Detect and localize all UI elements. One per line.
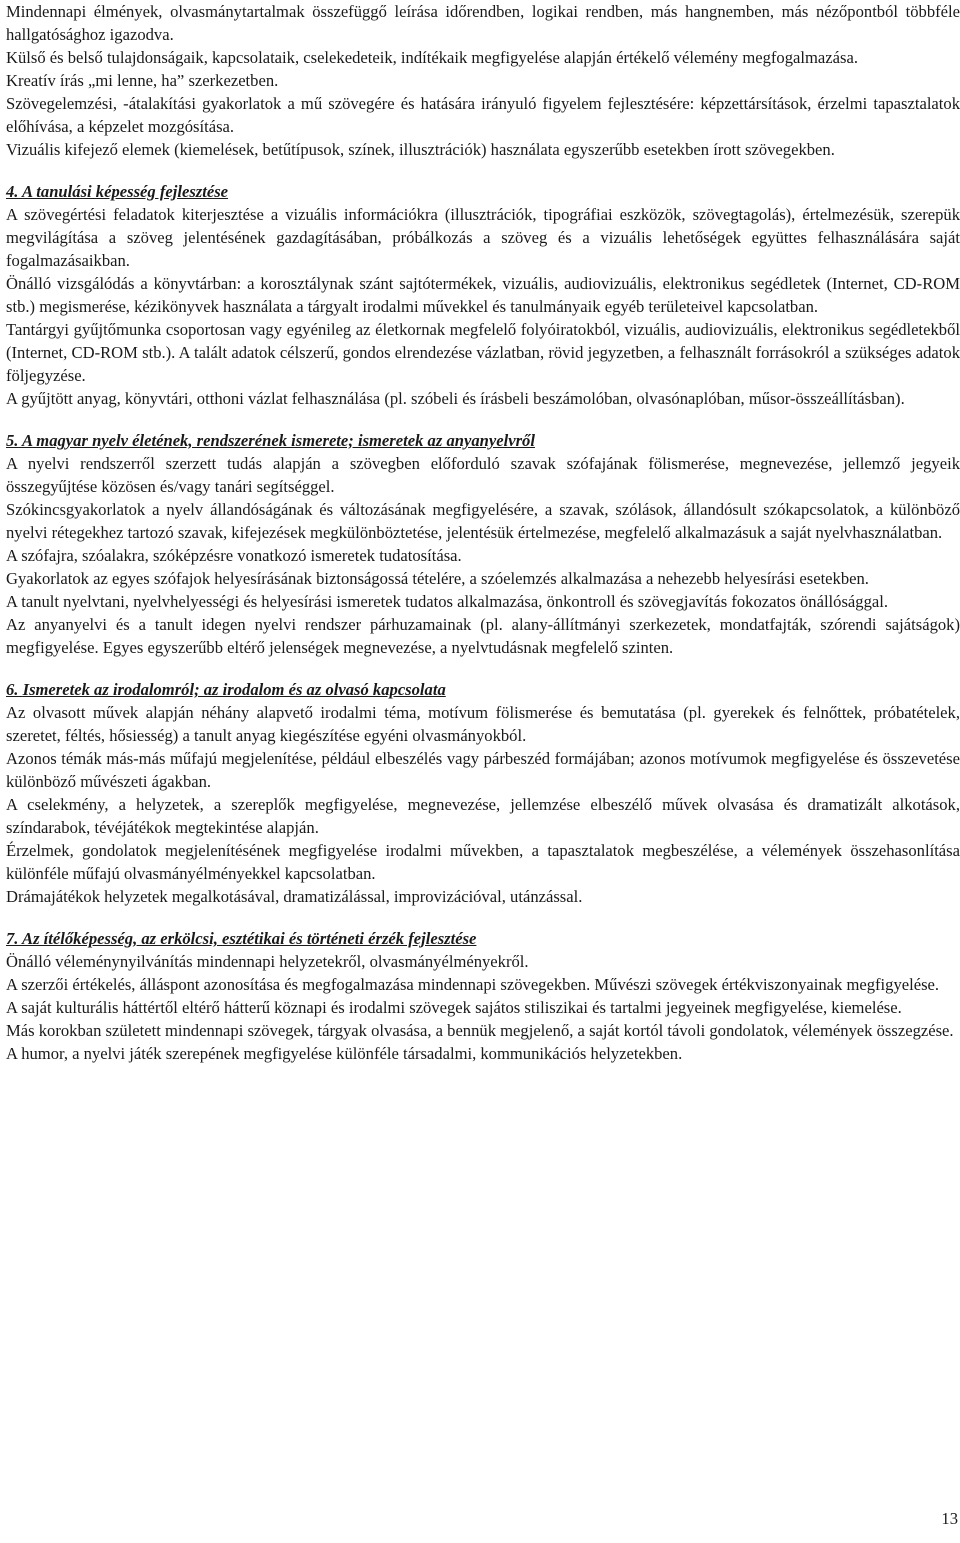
paragraph: Kreatív írás „mi lenne, ha” szerkezetben. [6,71,279,90]
paragraph: A gyűjtött anyag, könyvtári, otthoni vázlat felhasználása (pl. szóbeli és írásbeli beszámolóban, olvasónaplóban, műsor-összeállításban). [6,389,905,408]
paragraph: Külső és belső tulajdonságaik, kapcsolataik, cselekedeteik, indítékaik megfigyelése alapján értékelő vélemény megfogalmazása. [6,48,858,67]
section-number: 7. [6,929,19,948]
paragraph: Érzelmek, gondolatok megjelenítésének megfigyelése irodalmi művekben, a tapasztalatok megbeszélése, a vélemények összehasonlítása különféle műfajú olvasmányélményekkel kapcsolatban. [6,841,960,883]
section-title: A tanulási képesség fejlesztése [22,182,229,201]
paragraph: A szerzői értékelés, álláspont azonosítása és megfogalmazása mindennapi szövegekben. Művészi szövegek értékviszonyainak megfigyelése. [6,975,940,994]
paragraph: Gyakorlatok az egyes szófajok helyesírásának biztonságossá tételére, a szóelemzés alkalmazása a nehezebb helyesírási esetekben. [6,569,869,588]
paragraph: Az anyanyelvi és a tanult idegen nyelvi rendszer párhuzamainak (pl. alany-állítmányi szerkezetek, mondatfajták, szórendi sajátságok) megfigyelése. Egyes egyszerűbb eltérő jelenségek megnevezése, a nyelvtudásnak megfelelő szinten. [6,615,960,657]
section-title: Az ítélőképesség, az erkölcsi, esztétikai és történeti érzék fejlesztése [22,929,477,948]
paragraph: Drámajátékok helyzetek megalkotásával, dramatizálással, improvizációval, utánzással. [6,887,583,906]
paragraph: A szófajra, szóalakra, szóképzésre vonatkozó ismeretek tudatosítása. [6,546,462,565]
section-6 [6,678,960,908]
paragraph: Szövegelemzési, -átalakítási gyakorlatok a mű szövegére és hatására irányuló figyelem fejlesztésére: képzettársítások, érzelmi tapasztalatok előhívása, a képzelet mozgósítása. [6,94,960,136]
section-number: 5. [6,431,19,450]
paragraph: A szövegértési feladatok kiterjesztése a vizuális információkra (illusztrációk, tipográfiai eszközök, szövegtagolás), értelmezésük, szerepük megvilágítása a szöveg jelentésének gazdagításában, próbálkozás a szöveg és a vizuális lehetőségek együttes felhasználására saját fogalmazásaikban. [6,205,960,270]
section-4 [6,180,960,410]
section-7 [6,927,960,1065]
section-5 [6,429,960,659]
paragraph: Más korokban született mindennapi szövegek, tárgyak olvasása, a bennük megjelenő, a saját kortól távoli gondolatok, vélemények összegzése. [6,1021,954,1040]
section-heading [6,927,960,950]
intro-block [6,0,960,161]
paragraph: Vizuális kifejező elemek (kiemelések, betűtípusok, színek, illusztrációk) használata egyszerűbb esetekben írott szövegekben. [6,140,835,159]
section-title: A magyar nyelv életének, rendszerének ismerete; ismeretek az anyanyelvről [22,431,535,450]
paragraph: A humor, a nyelvi játék szerepének megfigyelése különféle társadalmi, kommunikációs helyzetekben. [6,1044,683,1063]
section-title: Ismeretek az irodalomról; az irodalom és az olvasó kapcsolata [22,680,446,699]
paragraph: Önálló véleménynyilvánítás mindennapi helyzetekről, olvasmányélményekről. [6,952,529,971]
paragraph: Az olvasott művek alapján néhány alapvető irodalmi téma, motívum fölismerése és bemutatása (pl. gyerekek és felnőttek, próbatételek, szeretet, féltés, hősiesség) a tanult anyag kiegészítése egyéni olvasmányokból. [6,703,960,745]
paragraph: A tanult nyelvtani, nyelvhelyességi és helyesírási ismeretek tudatos alkalmazása, önkontroll és szövegjavítás fokozatos önállósággal. [6,592,888,611]
section-heading [6,429,960,452]
section-number: 4. [6,182,19,201]
paragraph: Tantárgyi gyűjtőmunka csoportosan vagy egyénileg az életkornak megfelelő folyóiratokból, vizuális, audiovizuális, elektronikus segédletekből (Internet, CD-ROM stb.). A talált adatok célszerű, gondos elrendezése vázlatban, rövid jegyzetben, a felhasznált forrásokról a szükséges adatok följegyzése. [6,320,960,385]
page-number: 13 [941,1509,958,1528]
document-page [6,0,960,1065]
section-heading [6,180,960,203]
paragraph: Szókincsgyakorlatok a nyelv állandóságának és változásának megfigyelésére, a szavak, szólások, állandósult szókapcsolatok, a különböző nyelvi rétegekhez tartozó szavak, kifejezések megkülönböztetése, jelentésük értelmezése, megfelelő alkalmazásuk a saját nyelvhasználatban. [6,500,960,542]
paragraph: Azonos témák más-más műfajú megjelenítése, például elbeszélés vagy párbeszéd formájában; azonos motívumok megfigyelése és összevetése különböző művészeti ágakban. [6,749,960,791]
paragraph: Mindennapi élmények, olvasmánytartalmak összefüggő leírása időrendben, logikai rendben, más hangnemben, más nézőpontból többféle hallgatósághoz igazodva. [6,2,960,44]
paragraph: Önálló vizsgálódás a könyvtárban: a korosztálynak szánt sajtótermékek, vizuális, audiovizuális, elektronikus segédletek (Internet, CD-ROM stb.) megismerése, kézikönyvek használata a tárgyalt irodalmi művekkel és tanulmányaik egyéb területeivel kapcsolatban. [6,274,960,316]
paragraph: A nyelvi rendszerről szerzett tudás alapján a szövegben előforduló szavak szófajának fölismerése, megnevezése, jellemző jegyeik összegyűjtése közösen és/vagy tanári segítséggel. [6,454,960,496]
paragraph: A saját kulturális háttértől eltérő hátterű köznapi és irodalmi szövegek sajátos stiliszikai és tartalmi jegyeinek megfigyelése, kiemelése. [6,998,902,1017]
section-heading [6,678,960,701]
section-number: 6. [6,680,19,699]
paragraph: A cselekmény, a helyzetek, a szereplők megfigyelése, megnevezése, jellemzése elbeszélő művek olvasása és dramatizált alkotások, színdarabok, tévéjátékok megtekintése alapján. [6,795,960,837]
